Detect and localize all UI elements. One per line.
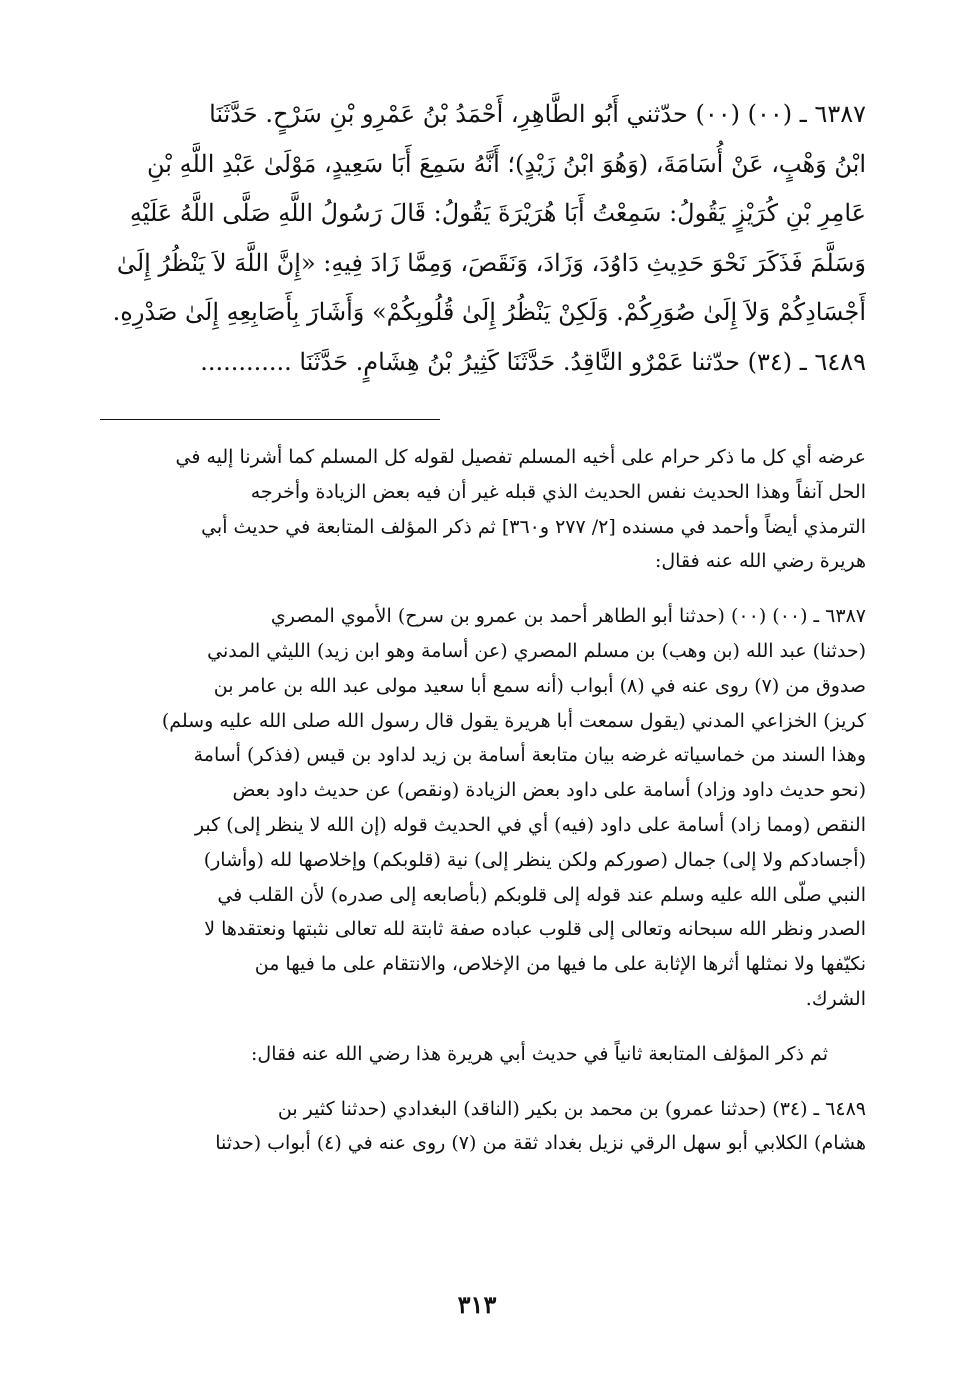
hadith-line: وَسَلَّمَ فَذَكَرَ نَحْوَ حَدِيثِ دَاوُدَ، وَزَادَ، وَنَقَصَ، وَمِمَّا زَادَ فِيهِ: «إِنَّ اللَّهَ لاَ يَنْظُرُ إِلَىٰ <box>116 248 866 277</box>
commentary-line: نكيّفها ولا نمثلها أثرها الإثابة على ما فيها من الإخلاص، والانتقام على ما فيها من <box>254 953 866 976</box>
commentary-line: النقص (ومما زاد) أسامة على داود (فيه) أي في الحديث قوله (إن الله لا ينظر إلى) كبر <box>194 813 866 836</box>
commentary-line: ٦٤٨٩ ـ (٣٤) (حدثنا عمرو) بن محمد بن بكير (الناقد) البغدادي (حدثنا كثير بن <box>277 1097 866 1120</box>
commentary-paragraph <box>100 599 866 1017</box>
commentary-line: هريرة رضي الله عنه فقال: <box>654 550 866 573</box>
commentary-line: كريز) الخزاعي المدني (يقول سمعت أبا هريرة يقول قال رسول الله صلى الله عليه وسلم) <box>161 709 866 732</box>
commentary-line: ٦٣٨٧ ـ (٠٠) (٠٠) (حدثنا أبو الطاهر أحمد بن عمرو بن سرح) الأموي المصري <box>270 605 866 628</box>
commentary-line: (نحو حديث داود وزاد) أسامة على داود بعض الزيادة (ونقص) عن حديث داود بعض <box>232 779 866 802</box>
commentary-line: ثم ذكر المؤلف المتابعة ثانياً في حديث أبي هريرة هذا رضي الله عنه فقال: <box>251 1042 828 1065</box>
commentary-paragraph <box>100 1092 866 1162</box>
hadith-line: ٦٤٨٩ ـ (٣٤) حدّثنا عَمْرٌو النَّاقِدُ. حَدَّثَنَا كَثِيرُ بْنُ هِشَامٍ. حَدَّثَنَا ............ <box>200 347 866 376</box>
page-number: ٣١٣ <box>457 1290 497 1319</box>
commentary-line: الترمذي أيضاً وأحمد في مسنده [٢/ ٢٧٧ و٣٦٠] ثم ذكر المؤلف المتابعة في حديث أبي <box>201 515 866 538</box>
commentary-line: الشرك. <box>805 987 866 1010</box>
commentary-line: الصدر ونظر الله سبحانه وتعالى إلى قلوب عباده صفة ثابتة لله تعالى نثبتها ونعتقدها لا <box>204 918 866 941</box>
commentary-line: صدوق من (٧) روى عنه في (٨) أبواب (أنه سمع أبا سعيد مولى عبد الله بن عامر بن <box>213 674 866 697</box>
hadith-line: ٦٣٨٧ ـ (٠٠) (٠٠) حدّثني أَبُو الطَّاهِرِ، أَحْمَدُ بْنُ عَمْرِو بْنِ سَرْحٍ. حَدَّثَنَا <box>209 100 866 128</box>
commentary-line: (حدثنا) عبد الله (بن وهب) بن مسلم المصري (عن أسامة وهو ابن زيد) الليثي المدني <box>207 639 866 662</box>
commentary-line: النبي صلّى الله عليه وسلم عند قوله إلى قلوبكم (بأصابعه إلى صدره) لأن القلب في <box>217 883 866 906</box>
hadith-line: ابْنُ وَهْبٍ، عَنْ أُسَامَةَ، (وَهُوَ ابْنُ زَيْدٍ)؛ أَنَّهُ سَمِعَ أَبَا سَعِيدٍ، مَوْلَىٰ عَبْدِ اللَّهِ بْنِ <box>147 149 866 178</box>
hadith-line: أَجْسَادِكُمْ وَلاَ إِلَىٰ صُوَرِكُمْ. وَلَكِنْ يَنْظُرُ إِلَىٰ قُلُوبِكُمْ» وَأَشَارَ بِأَصَابِعِهِ إِلَىٰ صَدْرِهِ. <box>112 298 866 326</box>
footnote-divider <box>100 419 440 420</box>
commentary-line: الحل آنفاً وهذا الحديث نفس الحديث الذي قبله غير أن فيه بعض الزيادة وأخرجه <box>250 480 866 503</box>
hadith-line: عَامِرِ بْنِ كُرَيْزٍ يَقُولُ: سَمِعْتُ أَبَا هُرَيْرَةَ يَقُولُ: قَالَ رَسُولُ اللَّهِ صَلَّى اللَّهُ عَلَيْهِ <box>129 199 866 227</box>
commentary-line: هشام) الكلابي أبو سهل الرقي نزيل بغداد ثقة من (٧) روى عنه في (٤) أبواب (حدثنا <box>215 1132 866 1155</box>
hadith-text <box>100 90 866 387</box>
commentary-line: عرضه أي كل ما ذكر حرام على أخيه المسلم تفصيل لقوله كل المسلم كما أشرنا إليه في <box>175 446 866 468</box>
commentary-paragraph <box>100 440 866 579</box>
commentary <box>100 440 866 1161</box>
commentary-line: وهذا السند من خماسياته غرضه بيان متابعة أسامة بن زيد لداود بن قيس (فذكر) أسامة <box>193 744 866 767</box>
commentary-paragraph <box>100 1037 866 1072</box>
commentary-line: (أجسادكم ولا إلى) جمال (صوركم ولكن ينظر إلى) نية (قلوبكم) وإخلاصها لله (وأشار) <box>203 848 866 871</box>
